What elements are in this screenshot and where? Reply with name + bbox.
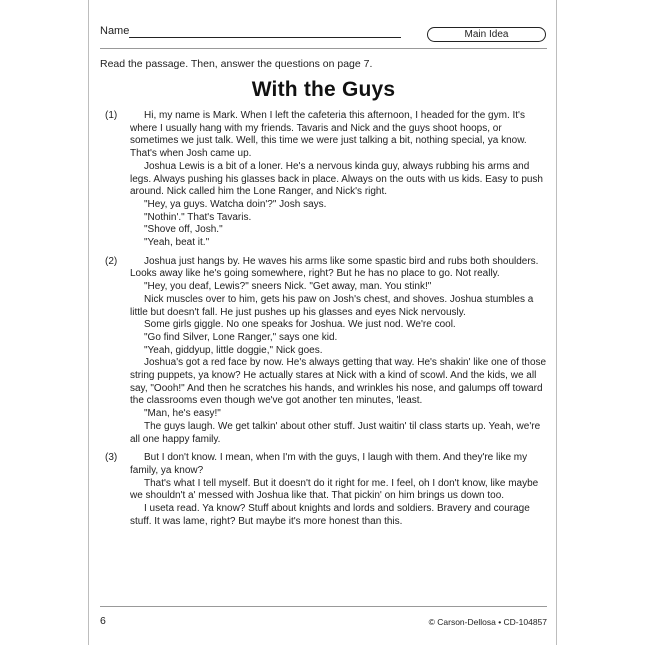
page-frame-right: [556, 0, 557, 645]
instructions: Read the passage. Then, answer the questions on page 7.: [100, 58, 373, 70]
header-divider: [100, 48, 547, 49]
page-number: 6: [100, 615, 106, 627]
worksheet-page: [100, 0, 547, 645]
paragraph: Joshua's got a red face by now. He's always getting that way. He's shakin' like one of those string puppets, ya know? He actually stares at Nick with a kind of scowl. And the kids, we all say, "Oooh!" And then he scratches his hands, and wrinkles his nose, and galumps off toward the classrooms even though we've got another ten minutes, 'least.: [130, 357, 549, 407]
paragraph: "Man, he's easy!": [144, 408, 221, 420]
passage-section-1: [100, 110, 547, 250]
name-label: Name: [100, 25, 130, 37]
topic-badge: Main Idea: [427, 27, 546, 42]
name-field[interactable]: [129, 37, 401, 38]
page-frame-left: [88, 0, 89, 645]
section-number: (3): [105, 452, 118, 464]
paragraph: "Go find Silver, Lone Ranger," says one kid.: [144, 331, 338, 343]
name-row: [100, 24, 547, 44]
paragraph: Joshua just hangs by. He waves his arms like some spastic bird and rubs both shoulders. Looks away like he's going somewhere, right? But he has no place to go. Not really.: [130, 255, 542, 280]
paragraph: That's what I tell myself. But it doesn't do it right for me. I feel, oh I don't know, like maybe we shouldn't a' messed with Joshua like that. That pickin' on him brings us down too.: [130, 477, 542, 502]
paragraph: Some girls giggle. No one speaks for Joshua. We just nod. We're cool.: [144, 319, 456, 331]
paragraph: "Hey, ya guys. Watcha doin'?" Josh says.: [144, 198, 327, 210]
paragraph: I useta read. Ya know? Stuff about knights and lords and soldiers. Bravery and courage stuff. It was lame, right? But maybe it's more honest than this.: [130, 503, 533, 527]
paragraph: "Shove off, Josh.": [144, 224, 223, 236]
passage-body: [100, 110, 547, 535]
passage-section-2: [100, 256, 547, 447]
paragraph: The guys laugh. We get talkin' about other stuff. Just waitin' til class starts up. Yeah, we're all one happy family.: [130, 420, 543, 445]
paragraph: Joshua Lewis is a bit of a loner. He's a nervous kinda guy, always rubbing his arms and legs. Always pushing his glasses back in place. Always on the outs with us kids. Easy to push around. Nick called him the Lone Ranger, and Nick's right.: [130, 160, 546, 198]
copyright-notice: © Carson-Dellosa • CD-104857: [428, 617, 547, 627]
paragraph: "Hey, you deaf, Lewis?" sneers Nick. "Get away, man. You stink!": [144, 281, 432, 293]
paragraph: "Yeah, giddyup, little doggie," Nick goes.: [144, 344, 323, 356]
paragraph: "Yeah, beat it.": [144, 237, 210, 249]
footer-divider: [100, 606, 547, 607]
paragraph: "Nothin'." That's Tavaris.: [144, 211, 252, 223]
passage-section-3: [100, 452, 547, 528]
paragraph: Nick muscles over to him, gets his paw on Josh's chest, and shoves. Joshua stumbles a little but doesn't fall. He just pushes up his glasses and eyes Nick nervously.: [130, 293, 537, 318]
passage-title: With the Guys: [251, 78, 396, 101]
paragraph: Hi, my name is Mark. When I left the cafeteria this afternoon, I headed for the gym. It's where I usually hang with my friends. Tavaris and Nick and the guys shoot hoops, or sometimes we just talk. Well, this time we were just talking a bit, nothing special, ya know. That's when Josh came up.: [130, 110, 530, 160]
paragraph: But I don't know. I mean, when I'm with the guys, I laugh with them. And they're like my family, ya know?: [130, 452, 530, 476]
section-number: (1): [105, 110, 118, 121]
section-number: (2): [105, 255, 118, 267]
